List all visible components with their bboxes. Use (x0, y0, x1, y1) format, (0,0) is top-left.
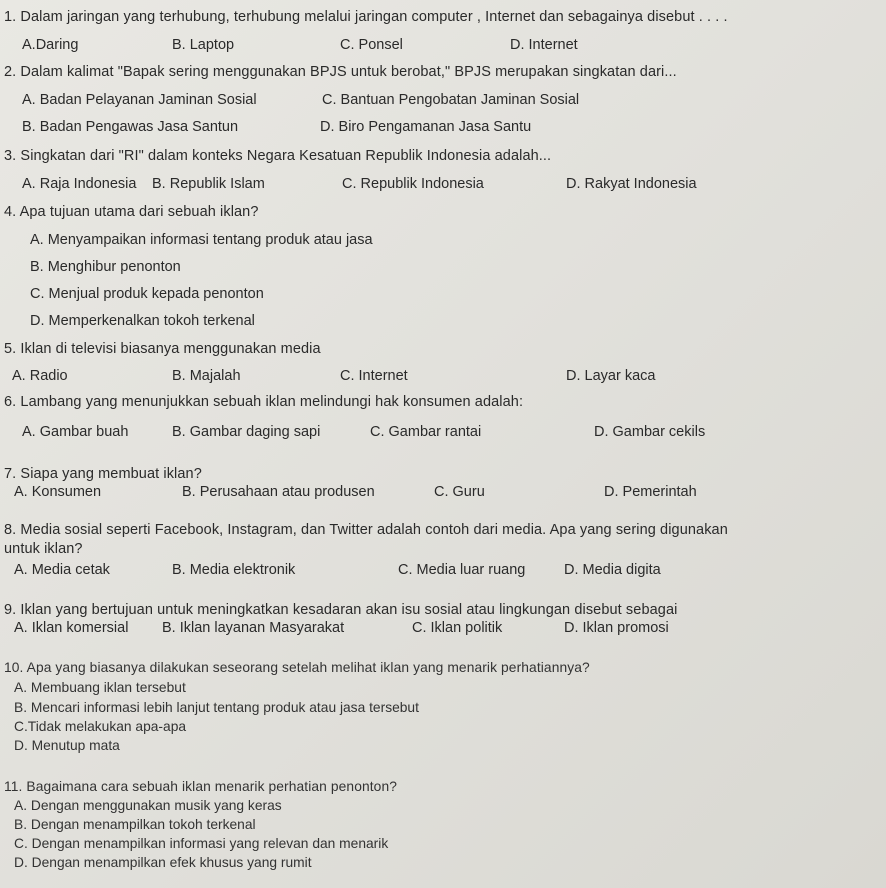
q8-option-d: D. Media digita (564, 562, 661, 578)
q10-option-c: C.Tidak melakukan apa-apa (14, 719, 187, 734)
q4-option-d: D. Memperkenalkan tokoh terkenal (30, 313, 255, 329)
q1-option-b: B. Laptop (172, 37, 235, 53)
q1-option-d: D. Internet (510, 37, 578, 53)
q10-option-d: D. Menutup mata (14, 738, 120, 753)
q7-option-d: D. Pemerintah (604, 484, 697, 500)
q5-option-c: C. Internet (340, 368, 408, 384)
question-6-options (0, 424, 886, 444)
question-9-text: 9. Iklan yang bertujuan untuk meningkatkan kesadaran akan isu sosial atau lingkungan disebut sebagai (4, 602, 678, 618)
question-9-options (0, 620, 886, 640)
question-5-text: 5. Iklan di televisi biasanya menggunakan media (4, 341, 321, 357)
question-11-text: 11. Bagaimana cara sebuah iklan menarik perhatian penonton? (4, 779, 397, 794)
q11-option-a: A. Dengan menggunakan musik yang keras (14, 798, 282, 813)
question-1-text: 1. Dalam jaringan yang terhubung, terhubung melalui jaringan computer , Internet dan sebagainya disebut . . . . (4, 9, 728, 25)
question-7-options (0, 484, 886, 504)
q7-option-b: B. Perusahaan atau produsen (182, 484, 375, 500)
question-6-text: 6. Lambang yang menunjukkan sebuah iklan melindungi hak konsumen adalah: (4, 394, 524, 410)
question-5-options (0, 368, 886, 388)
q2-option-b: B. Badan Pengawas Jasa Santun (22, 119, 239, 135)
q11-option-c: C. Dengan menampilkan informasi yang relevan dan menarik (14, 836, 389, 851)
q6-option-b: B. Gambar daging sapi (172, 424, 321, 440)
q8-option-c: C. Media luar ruang (398, 562, 526, 578)
question-10-text: 10. Apa yang biasanya dilakukan seseorang setelah melihat iklan yang menarik perhatiannya? (4, 660, 590, 675)
q3-option-c: C. Republik Indonesia (342, 176, 484, 192)
q6-option-c: C. Gambar rantai (370, 424, 482, 440)
q9-option-b: B. Iklan layanan Masyarakat (162, 620, 345, 636)
question-2-options-row2 (0, 119, 886, 139)
q3-option-a: A. Raja Indonesia (22, 176, 137, 192)
q3-option-b: B. Republik Islam (152, 176, 265, 192)
q6-option-d: D. Gambar cekils (594, 424, 706, 440)
q2-option-c: C. Bantuan Pengobatan Jaminan Sosial (322, 92, 580, 108)
question-1-options (0, 37, 886, 57)
question-3-text: 3. Singkatan dari "RI" dalam konteks Negara Kesatuan Republik Indonesia adalah... (4, 148, 552, 164)
q10-option-b: B. Mencari informasi lebih lanjut tentang produk atau jasa tersebut (14, 700, 419, 715)
q4-option-a: A. Menyampaikan informasi tentang produk atau jasa (30, 232, 373, 248)
q9-option-a: A. Iklan komersial (14, 620, 129, 636)
question-2-options-row1 (0, 92, 886, 112)
q2-option-d: D. Biro Pengamanan Jasa Santu (320, 119, 532, 135)
q7-option-c: C. Guru (434, 484, 485, 500)
q11-option-b: B. Dengan menampilkan tokoh terkenal (14, 817, 256, 832)
q1-option-a: A.Daring (22, 37, 79, 53)
question-8-text: 8. Media sosial seperti Facebook, Instagram, dan Twitter adalah contoh dari media. Apa yang sering digunakan (4, 522, 728, 538)
q4-option-c: C. Menjual produk kepada penonton (30, 286, 264, 302)
q4-option-b: B. Menghibur penonton (30, 259, 181, 275)
q5-option-b: B. Majalah (172, 368, 241, 384)
question-2-text: 2. Dalam kalimat "Bapak sering menggunakan BPJS untuk berobat," BPJS merupakan singkatan dari... (4, 64, 677, 80)
question-7-text: 7. Siapa yang membuat iklan? (4, 466, 202, 482)
question-4-text: 4. Apa tujuan utama dari sebuah iklan? (4, 204, 259, 220)
q10-option-a: A. Membuang iklan tersebut (14, 680, 186, 695)
question-8-options (0, 562, 886, 582)
question-3-options (0, 176, 886, 196)
q5-option-d: D. Layar kaca (566, 368, 656, 384)
q9-option-c: C. Iklan politik (412, 620, 503, 636)
q7-option-a: A. Konsumen (14, 484, 102, 500)
q8-option-b: B. Media elektronik (172, 562, 296, 578)
q1-option-c: C. Ponsel (340, 37, 403, 53)
q6-option-a: A. Gambar buah (22, 424, 129, 440)
q2-option-a: A. Badan Pelayanan Jaminan Sosial (22, 92, 257, 108)
q5-option-a: A. Radio (12, 368, 68, 384)
q3-option-d: D. Rakyat Indonesia (566, 176, 697, 192)
q8-option-a: A. Media cetak (14, 562, 110, 578)
question-8-text-cont: untuk iklan? (4, 541, 83, 557)
q11-option-d: D. Dengan menampilkan efek khusus yang rumit (14, 855, 312, 870)
q9-option-d: D. Iklan promosi (564, 620, 669, 636)
